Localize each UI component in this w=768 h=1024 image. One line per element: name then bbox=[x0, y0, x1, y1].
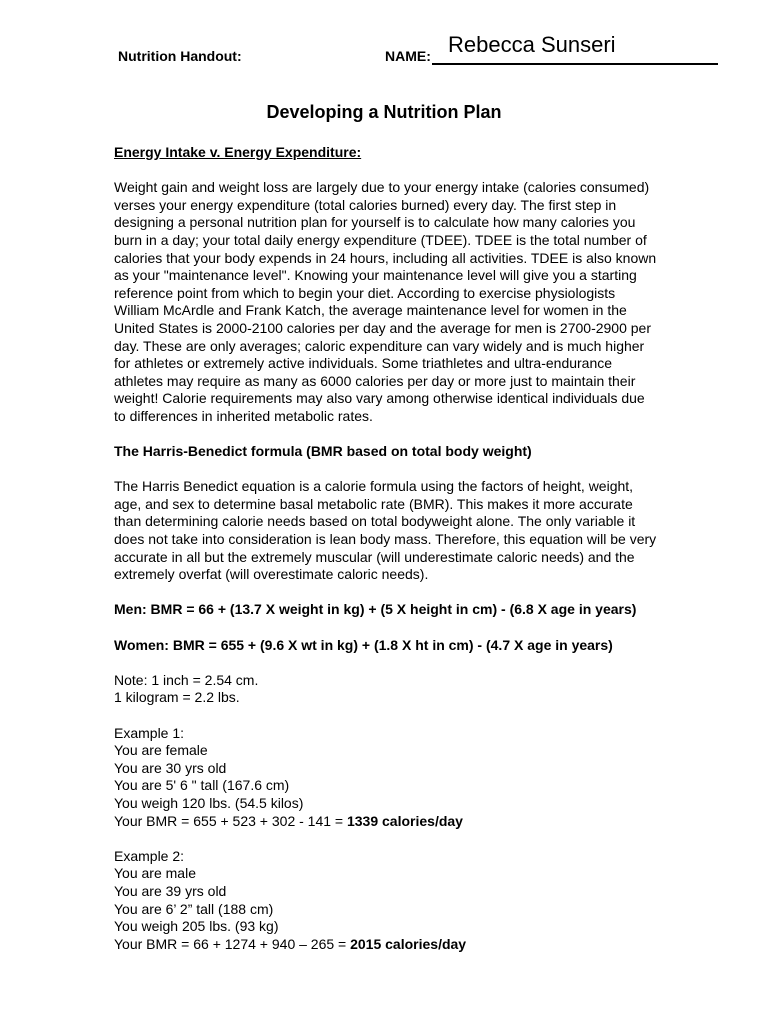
body-line: burn in a day; your total daily energy expenditure (TDEE). TDEE is the total number of bbox=[114, 231, 647, 248]
body-line: verses your energy expenditure (total calories burned) every day. The first step in bbox=[114, 196, 617, 213]
body-line: weight! Calorie requirements may also vary among otherwise identical individuals due bbox=[114, 390, 645, 407]
example2-line: You are male bbox=[114, 865, 196, 882]
example1-line: Example 1: bbox=[114, 724, 185, 741]
example1-line: You weigh 120 lbs. (54.5 kilos) bbox=[114, 794, 304, 811]
note-line: Note: 1 inch = 2.54 cm. bbox=[114, 671, 259, 688]
example1-line: You are female bbox=[114, 742, 208, 759]
example1-bmr-result: 1339 calories/day bbox=[346, 812, 463, 829]
example1-line: You are 5' 6 " tall (167.6 cm) bbox=[114, 777, 290, 794]
example2-line: Example 2: bbox=[114, 847, 185, 864]
body-line: extremely overfat (will overestimate caloric needs). bbox=[114, 566, 429, 583]
body-line: athletes may require as many as 6000 calories per day or more just to maintain their bbox=[114, 372, 636, 389]
women-bmr-formula: Women: BMR = 655 + (9.6 X wt in kg) + (1.8 X ht in cm) - (4.7 X age in years) bbox=[114, 636, 613, 653]
name-underline bbox=[432, 63, 718, 65]
body-line: day. These are only averages; caloric expenditure can vary widely and is much higher bbox=[114, 337, 645, 354]
handout-label: Nutrition Handout: bbox=[118, 48, 242, 64]
example1-line: You are 30 yrs old bbox=[114, 759, 227, 776]
example1-bmr bbox=[114, 813, 714, 831]
example2-bmr-result: 2015 calories/day bbox=[350, 935, 467, 952]
example2-line: You weigh 205 lbs. (93 kg) bbox=[114, 918, 279, 935]
body-line: to differences in inherited metabolic rates. bbox=[114, 407, 373, 424]
example2-line: You are 6’ 2” tall (188 cm) bbox=[114, 900, 274, 917]
example2-line: You are 39 yrs old bbox=[114, 882, 227, 899]
name-value: Rebecca Sunseri bbox=[448, 32, 616, 57]
section-heading-harris-benedict: The Harris-Benedict formula (BMR based on total body weight) bbox=[114, 443, 532, 460]
body-line: accurate in all but the extremely muscular (will underestimate caloric needs) and the bbox=[114, 548, 635, 565]
body-line: does not take into consideration is lean body mass. Therefore, this equation will be very bbox=[114, 531, 657, 548]
example2-bmr bbox=[114, 936, 714, 954]
example1-bmr-prefix: Your BMR = 655 + 523 + 302 - 141 = bbox=[114, 812, 347, 829]
example2-bmr-prefix: Your BMR = 66 + 1274 + 940 – 265 = bbox=[114, 935, 351, 952]
body-line: age, and sex to determine basal metabolic rate (BMR). This makes it more accurate bbox=[114, 495, 633, 512]
body-line: calories that your body expends in 24 hours, including all activities. TDEE is also known bbox=[114, 249, 657, 266]
body-line: William McArdle and Frank Katch, the average maintenance level for women in the bbox=[114, 302, 627, 319]
body-line: The Harris Benedict equation is a calorie formula using the factors of height, weight, bbox=[114, 478, 634, 495]
body-line: for athletes or extremely active individuals. Some triathletes and ultra-endurance bbox=[114, 355, 613, 372]
body-line: than determining calorie needs based on total bodyweight alone. The only variable it bbox=[114, 513, 636, 530]
section-heading-energy: Energy Intake v. Energy Expenditure: bbox=[114, 144, 362, 160]
body-line: United States is 2000-2100 calories per day and the average for men is 2700-2900 per bbox=[114, 319, 652, 336]
document-body bbox=[114, 144, 714, 953]
body-line: Weight gain and weight loss are largely due to your energy intake (calories consumed) bbox=[114, 179, 650, 196]
body-line: as your "maintenance level". Knowing your maintenance level will give you a starting bbox=[114, 267, 637, 284]
note-line: 1 kilogram = 2.2 lbs. bbox=[114, 689, 240, 706]
men-bmr-formula: Men: BMR = 66 + (13.7 X weight in kg) + (5 X height in cm) - (6.8 X age in years) bbox=[114, 601, 637, 618]
name-label: NAME: bbox=[385, 48, 431, 64]
page-title: Developing a Nutrition Plan bbox=[266, 102, 502, 122]
body-line: reference point from which to begin your diet. According to exercise physiologists bbox=[114, 284, 616, 301]
body-line: designing a personal nutrition plan for yourself is to calculate how many calories you bbox=[114, 214, 636, 231]
